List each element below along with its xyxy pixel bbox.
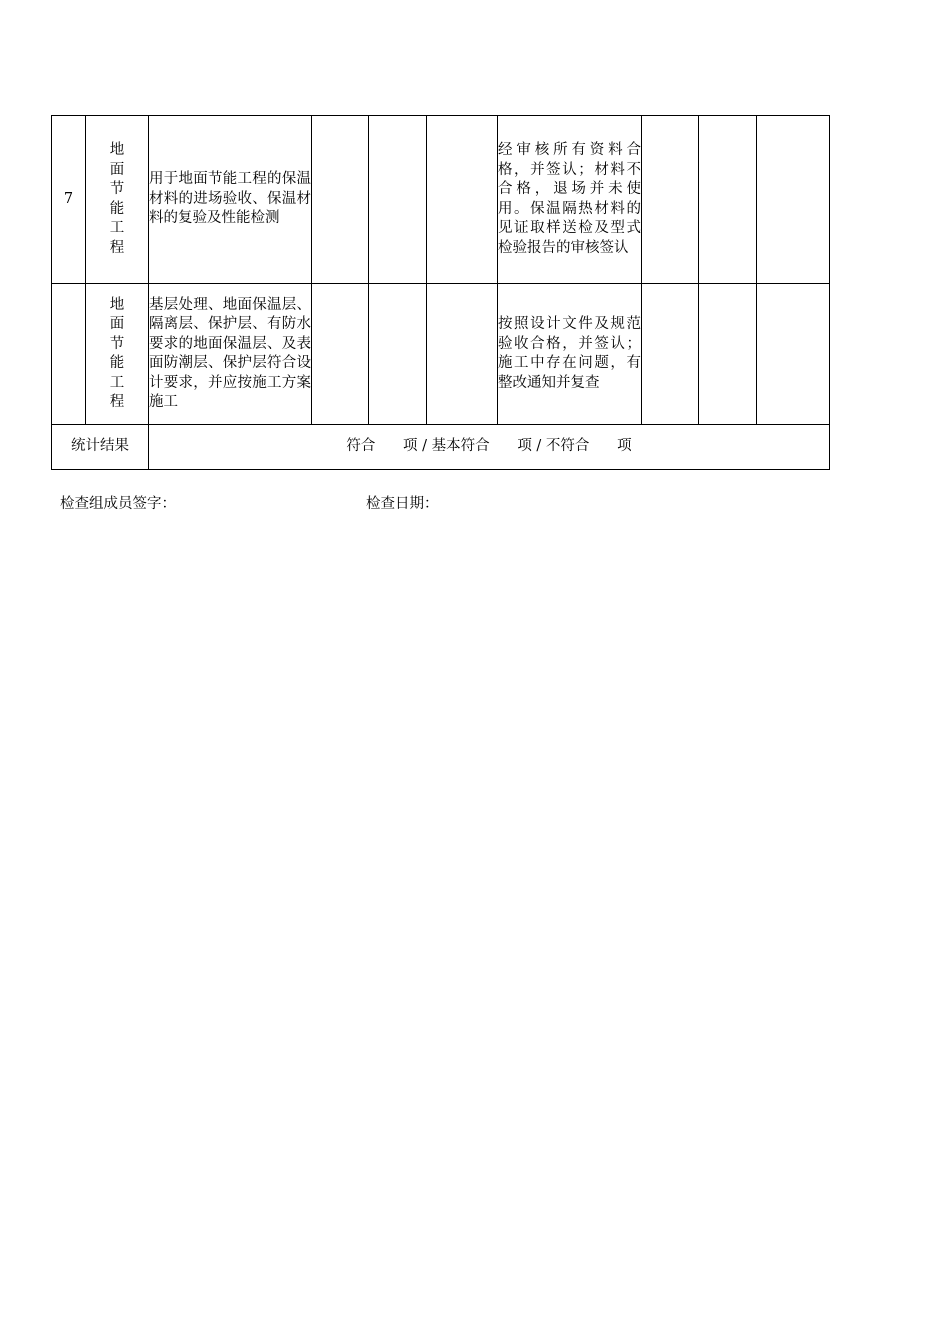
inspection-item: 用于地面节能工程的保温材料的进场验收、保温材料的复验及性能检测: [149, 116, 312, 284]
table-row: [52, 284, 830, 425]
row-number: [52, 284, 86, 425]
blank-cell: [369, 116, 427, 284]
blank-cell: [757, 116, 830, 284]
row-number: 7: [52, 116, 86, 284]
blank-cell: [427, 116, 498, 284]
acceptance-standard: 经审核所有资料合格，并签认；材料不合格，退场并未使用。保温隔热材料的见证取样送检及型式检验报告的审核签认: [498, 116, 642, 284]
blank-cell: [699, 116, 757, 284]
inspection-table: [51, 115, 830, 470]
category-char: 节: [109, 335, 125, 352]
category-char: 地: [109, 142, 125, 158]
category-char: 工: [109, 220, 125, 236]
blank-cell: [427, 284, 498, 425]
summary-row: [52, 425, 830, 470]
blank-cell: [757, 284, 830, 425]
blank-cell: [312, 116, 369, 284]
category-char: 能: [109, 355, 125, 371]
summary-conform: 符合 项 /: [346, 438, 428, 455]
category-char: 面: [109, 161, 125, 178]
category-char: 工: [109, 374, 125, 391]
category-char: 面: [109, 316, 125, 332]
category-char: 地: [109, 296, 125, 313]
category-cell: [86, 116, 149, 284]
summary-basic-conform: 基本符合 项 /: [427, 438, 542, 455]
summary-label: 统计结果: [52, 425, 149, 470]
category-char: 程: [109, 394, 125, 410]
date-label: 检查日期：: [366, 496, 439, 512]
category-char: 程: [109, 239, 125, 256]
inspection-item: 基层处理、地面保温层、隔离层、保护层、有防水要求的地面保温层、及表面防潮层、保护层符合设计要求，并应按施工方案施工: [149, 284, 312, 425]
summary-nonconform: 不符合 项: [541, 438, 632, 455]
category-char: 节: [109, 181, 125, 197]
category-char: 能: [109, 200, 125, 217]
blank-cell: [699, 284, 757, 425]
category-cell: [86, 284, 149, 425]
blank-cell: [312, 284, 369, 425]
acceptance-standard: 按照设计文件及规范验收合格，并签认；施工中存在问题，有整改通知并复查: [498, 284, 642, 425]
blank-cell: [642, 116, 699, 284]
summary-result: [149, 425, 830, 470]
blank-cell: [369, 284, 427, 425]
signature-label: 检查组成员签字：: [60, 496, 176, 512]
blank-cell: [642, 284, 699, 425]
table-row: [52, 116, 830, 284]
